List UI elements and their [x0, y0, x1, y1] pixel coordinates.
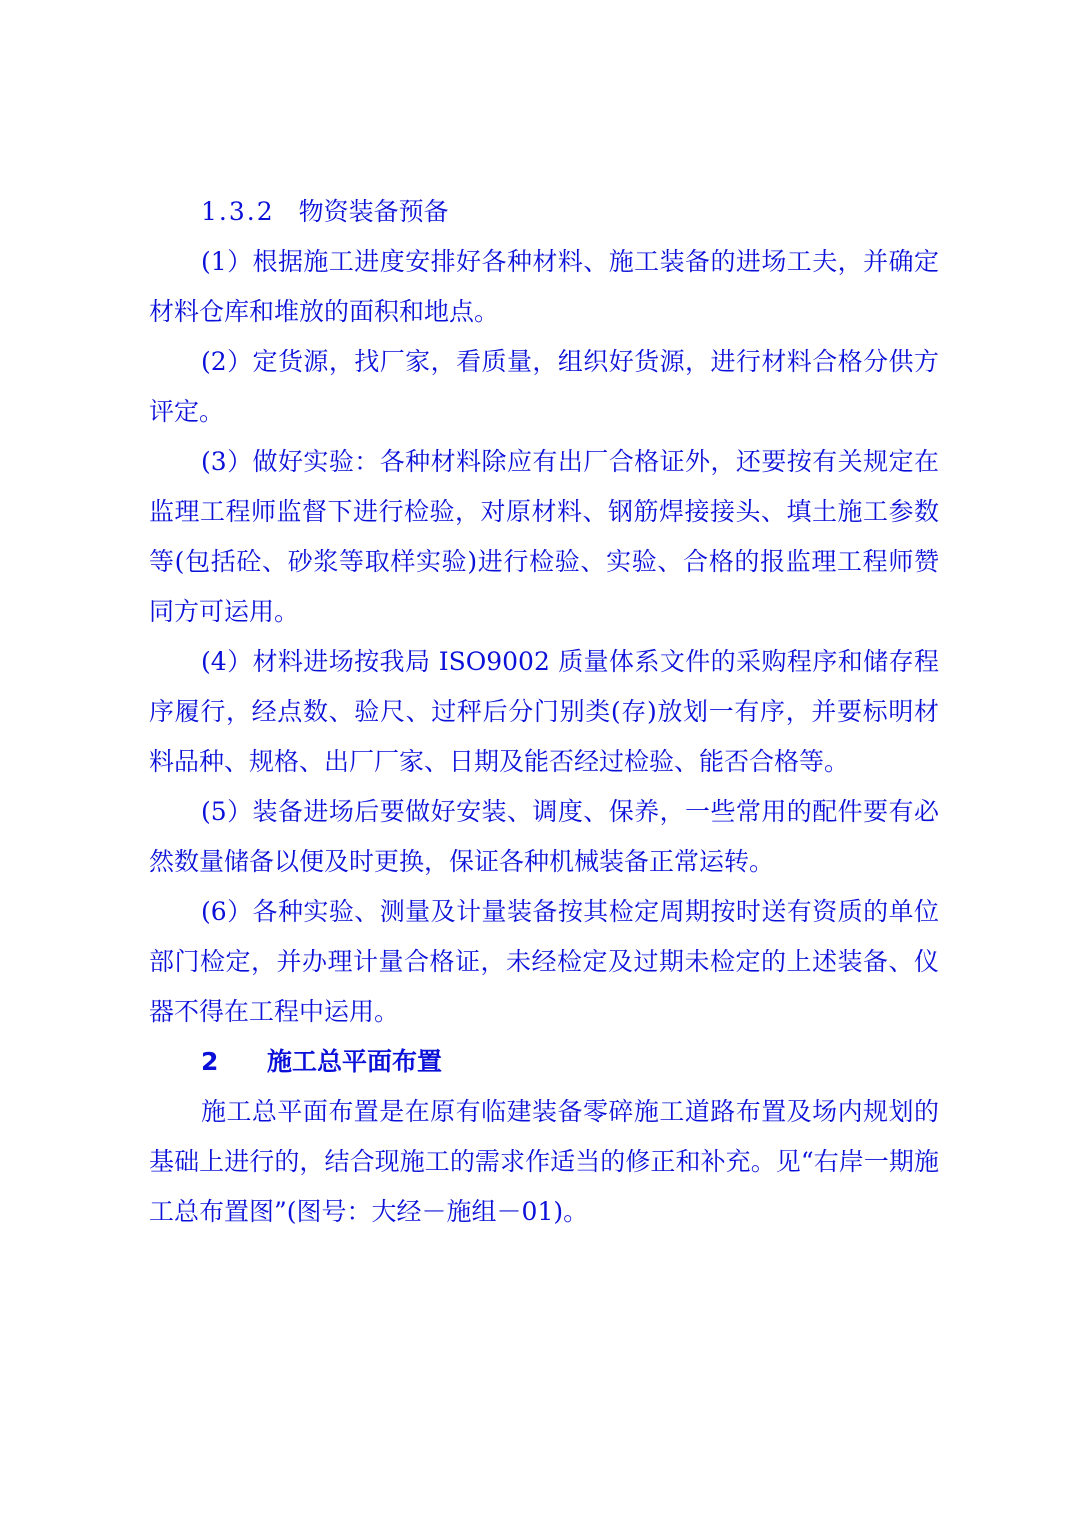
chapter-number: 2 — [201, 1047, 219, 1076]
paragraph-6: (6）各种实验、测量及计量装备按其检定周期按时送有资质的单位部门检定，并办理计量合格证，未经检定及过期未检定的上述装备、仪器不得在工程中运用。 — [149, 897, 939, 1026]
document-body — [149, 187, 939, 1237]
chapter-paragraph: 施工总平面布置是在原有临建装备零碎施工道路布置及场内规划的基础上进行的，结合现施工的需求作适当的修正和补充。见“右岸一期施工总布置图”(图号：大经－施组－01)。 — [149, 1097, 939, 1226]
paragraph-5: (5）装备进场后要做好安装、调度、保养，一些常用的配件要有必然数量储备以便及时更换，保证各种机械装备正常运转。 — [149, 797, 939, 876]
paragraph-2: (2）定货源，找厂家，看质量，组织好货源，进行材料合格分供方评定。 — [149, 347, 939, 426]
chapter-heading — [149, 1037, 939, 1087]
chapter-title: 施工总平面布置 — [267, 1047, 443, 1076]
paragraph-3: (3）做好实验：各种材料除应有出厂合格证外，还要按有关规定在监理工程师监督下进行检验，对原材料、钢筋焊接接头、填土施工参数等(包括砼、砂浆等取样实验)进行检验、实验、合格的报监理工程师赞同方可运用。 — [149, 447, 939, 626]
paragraph-1: (1）根据施工进度安排好各种材料、施工装备的进场工夫，并确定材料仓库和堆放的面积和地点。 — [149, 247, 939, 326]
section-number: 1.3.2 — [201, 197, 275, 226]
section-heading — [149, 187, 939, 237]
paragraph-4: (4）材料进场按我局 ISO9002 质量体系文件的采购程序和储存程序履行，经点数、验尺、过秤后分门别类(存)放划一有序，并要标明材料品种、规格、出厂厂家、日期及能否经过检验、能否合格等。 — [149, 647, 939, 776]
section-title: 物资装备预备 — [298, 197, 449, 226]
